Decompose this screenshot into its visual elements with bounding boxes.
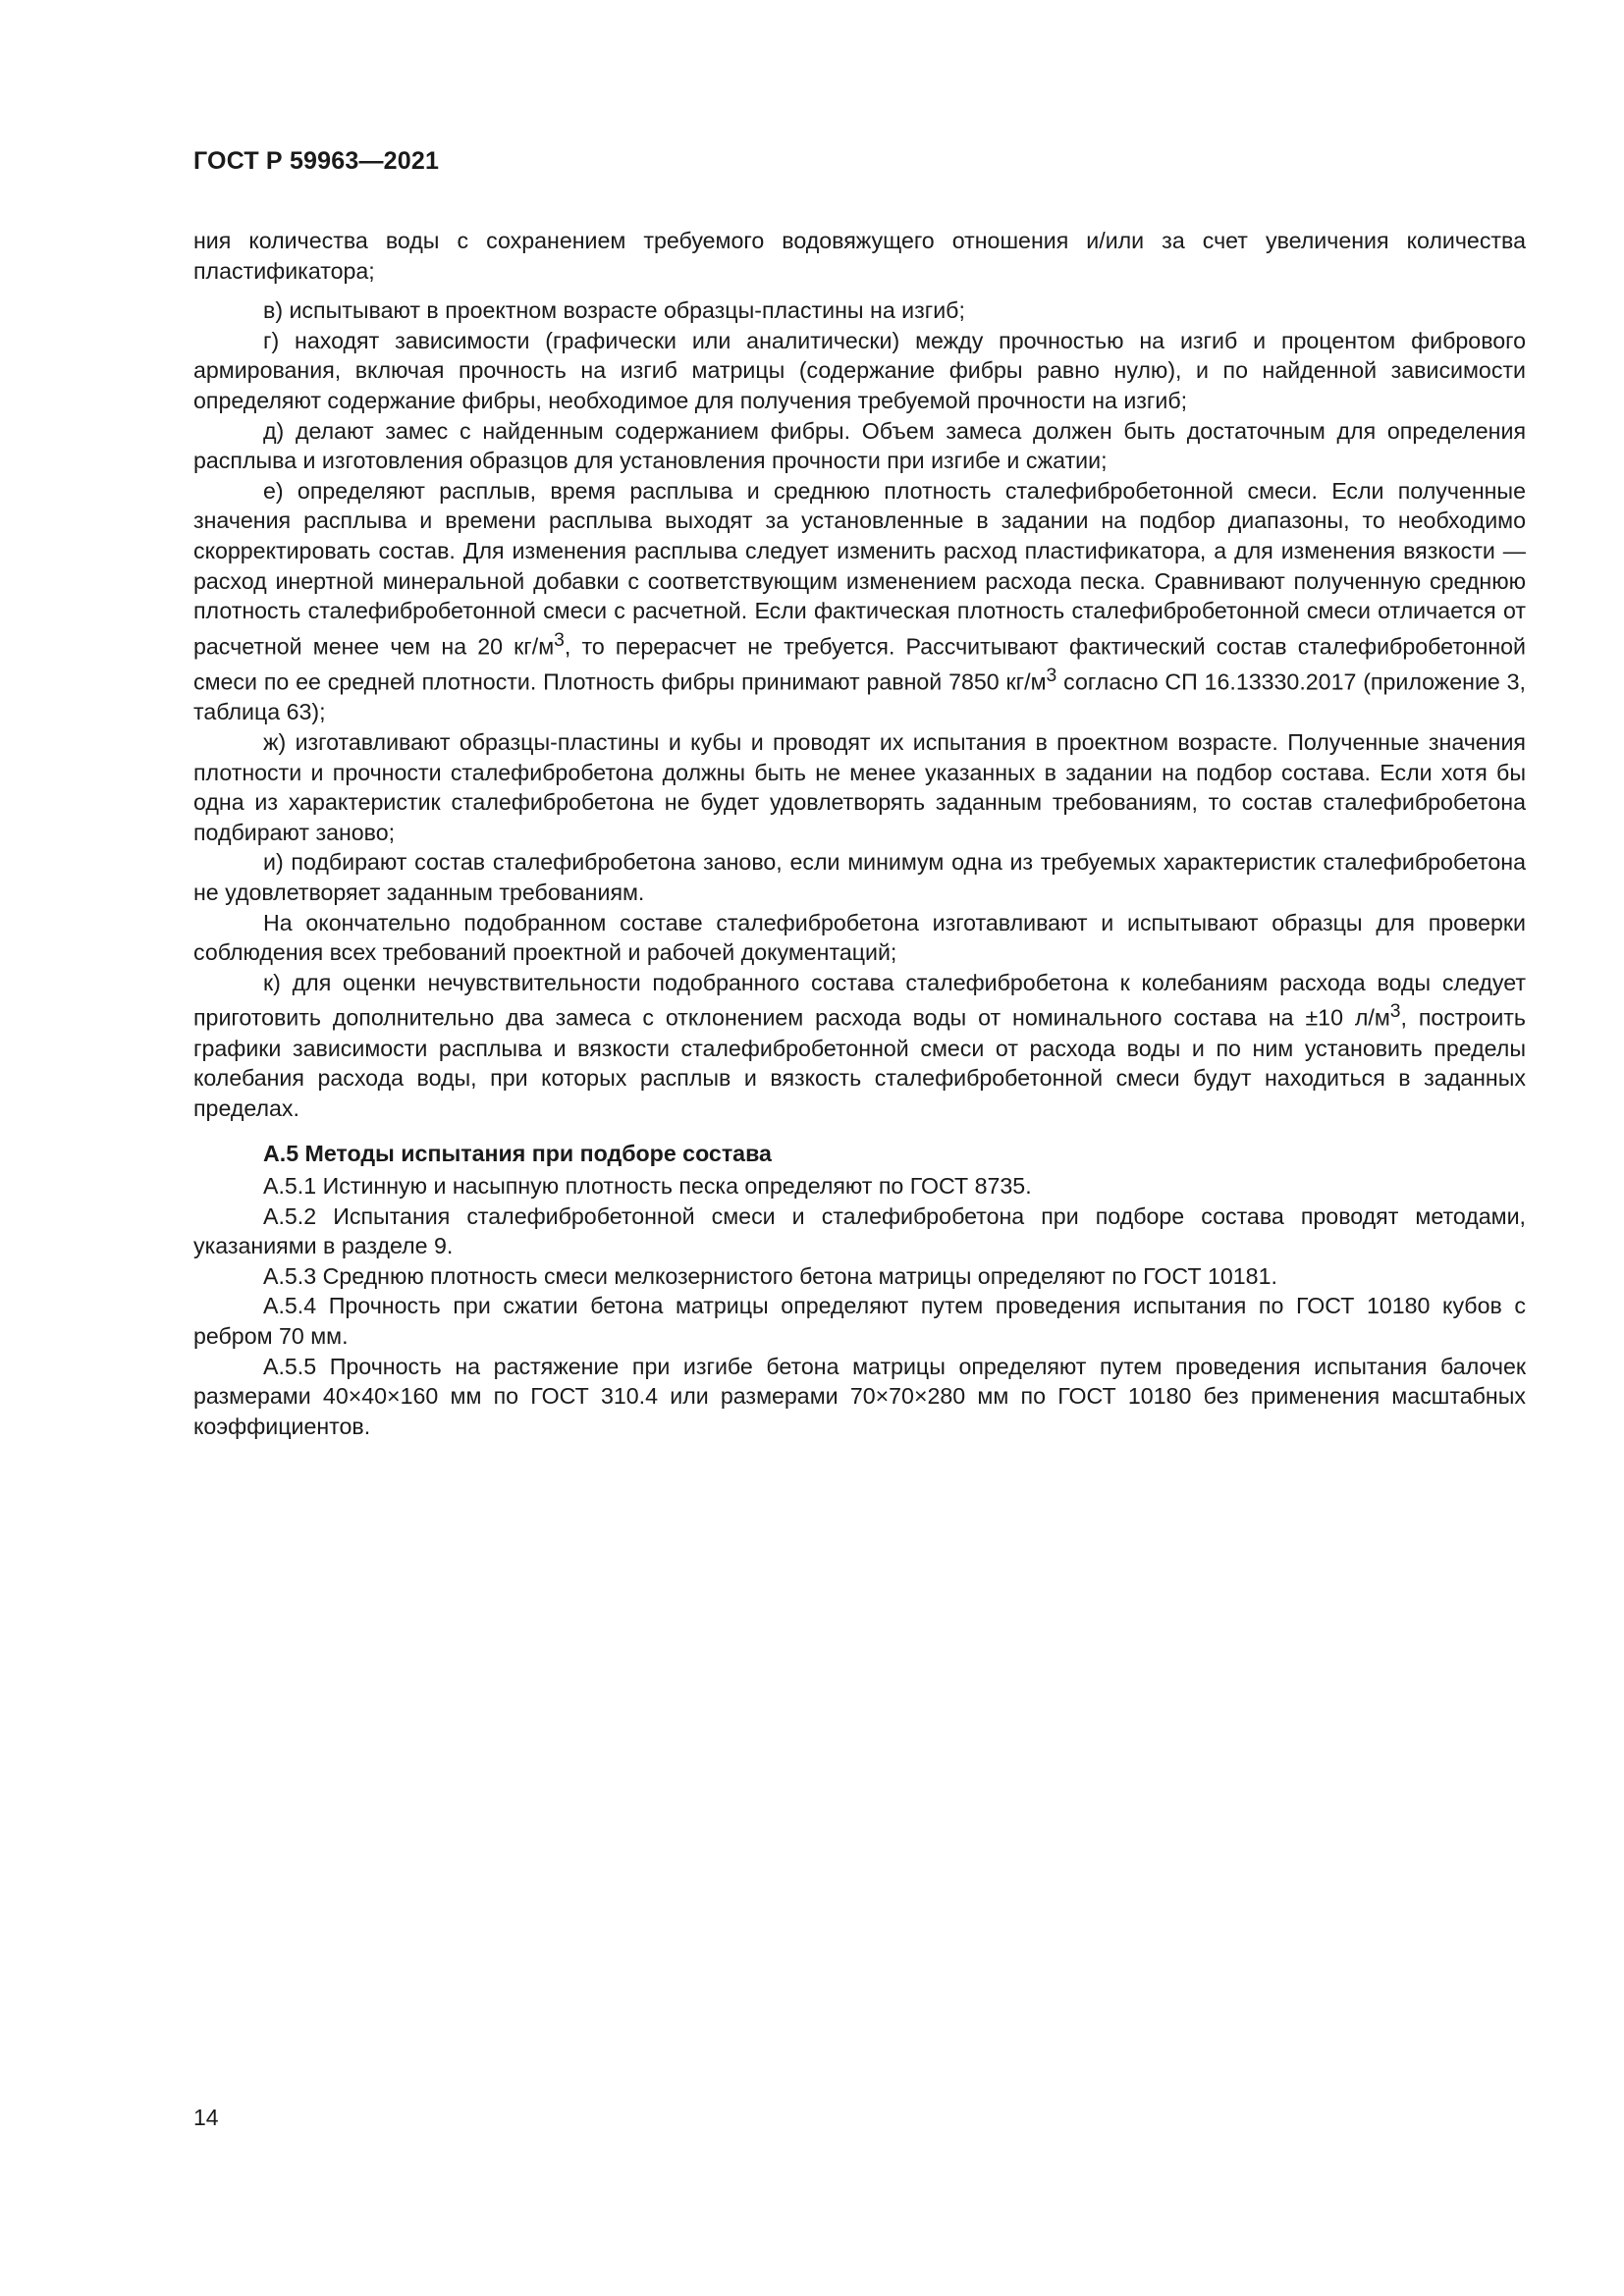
paragraph-item-k-part2: , построить графики зависимости расплыва и вязкости сталефибробетонной смеси от расхода воды и по ним установить пределы колебания расхода воды, при которых расплыв и вязкость сталефибробетонной смеси будут находиться в заданных пределах. xyxy=(193,1005,1526,1121)
paragraph-item-g: г) находят зависимости (графически или аналитически) между прочностью на изгиб и процентом фибрового армирования, включая прочность на изгиб матрицы (содержание фибры равно нулю), и по найденной зависимости определяют содержание фибры, необходимое для получения требуемой прочности на изгиб; xyxy=(193,327,1526,413)
paragraph-item-zh: ж) изготавливают образцы-пластины и кубы и проводят их испытания в проектном возрасте. Полученные значения плотности и прочности сталефибробетона должны быть не менее указанных в задании на подбор состава. Если хотя бы одна из характеристик сталефибробетона не будет удовлетворять заданным требованиям, то состав сталефибробетона подбирают заново; xyxy=(193,728,1526,845)
paragraph-item-e xyxy=(193,476,1526,727)
section-item-a52: А.5.2 Испытания сталефибробетонной смеси и сталефибробетона при подборе состава проводят методами, указаниями в разделе 9. xyxy=(193,1202,1526,1259)
superscript-3: 3 xyxy=(1046,666,1057,687)
paragraph-item-v: в) испытывают в проектном возрасте образцы-пластины на изгиб; xyxy=(263,297,965,324)
section-item-a54: А.5.4 Прочность при сжатии бетона матрицы определяют путем проведения испытания по ГОСТ 10180 кубов с ребром 70 мм. xyxy=(193,1293,1526,1349)
paragraph-continuation: ния количества воды с сохранением требуемого водовяжущего отношения и/или за счет увеличения количества пластификатора; xyxy=(193,228,1526,284)
paragraph-item-k-part1: к) для оценки нечувствительности подобранного состава сталефибробетона к колебаниям расхода воды следует приготовить дополнительно два замеса с отклонением расхода воды от номинального состава на ±10 л/м xyxy=(193,969,1526,1032)
paragraph-final-note: На окончательно подобранном составе сталефибробетона изготавливают и испытывают образцы для проверки соблюдения всех требований проектной и рабочей документаций; xyxy=(193,909,1526,966)
superscript-3: 3 xyxy=(1389,1001,1401,1023)
section-item-a55: А.5.5 Прочность на растяжение при изгибе бетона матрицы определяют путем проведения испытания балочек размерами 40×40×160 мм по ГОСТ 310.4 или размерами 70×70×280 мм по ГОСТ 10180 без применения масштабных коэффициентов. xyxy=(193,1353,1526,1439)
section-item-a53: А.5.3 Среднюю плотность смеси мелкозернистого бетона матрицы определяют по ГОСТ 10181. xyxy=(263,1262,1277,1289)
paragraph-item-e-part3: согласно СП 16.13330.2017 (приложение 3, таблица 63); xyxy=(193,668,1526,725)
document-body xyxy=(193,226,1526,1441)
document-header: ГОСТ Р 59963—2021 xyxy=(193,147,440,175)
section-heading: А.5 Методы испытания при подборе состава xyxy=(263,1141,772,1167)
section-item-a51: А.5.1 Истинную и насыпную плотность песка определяют по ГОСТ 8735. xyxy=(263,1173,1032,1200)
paragraph-item-e-part1: е) определяют расплыв, время расплыва и среднюю плотность сталефибробетонной смеси. Если полученные значения расплыва и времени расплыва выходят за установленные в задании на подбор диапазоны, то необходимо скорректировать состав. Для изменения расплыва следует изменить расход пластификатора, а для изменения вязкости — расход инертной минеральной добавки с соответствующим изменением расхода песка. Сравнивают полученную среднюю плотность сталефибробетонной смеси с расчетной. Если фактическая плотность сталефибробетонной смеси отличается от расчетной менее чем на 20 кг/м xyxy=(193,477,1526,660)
paragraph-item-e-part2: , то перерасчет не требуется. Рассчитывают фактический состав сталефибробетонной смеси по ее средней плотности. Плотность фибры принимают равной 7850 кг/м xyxy=(193,633,1526,695)
paragraph-item-k xyxy=(193,968,1526,1124)
paragraph-item-i: и) подбирают состав сталефибробетона заново, если минимум одна из требуемых характеристик сталефибробетона не удовлетворяет заданным требованиям. xyxy=(193,849,1526,905)
superscript-3: 3 xyxy=(554,629,565,651)
page-number: 14 xyxy=(193,2105,219,2130)
paragraph-item-d: д) делают замес с найденным содержанием фибры. Объем замеса должен быть достаточным для определения расплыва и изготовления образцов для установления прочности при изгибе и сжатии; xyxy=(193,417,1526,474)
